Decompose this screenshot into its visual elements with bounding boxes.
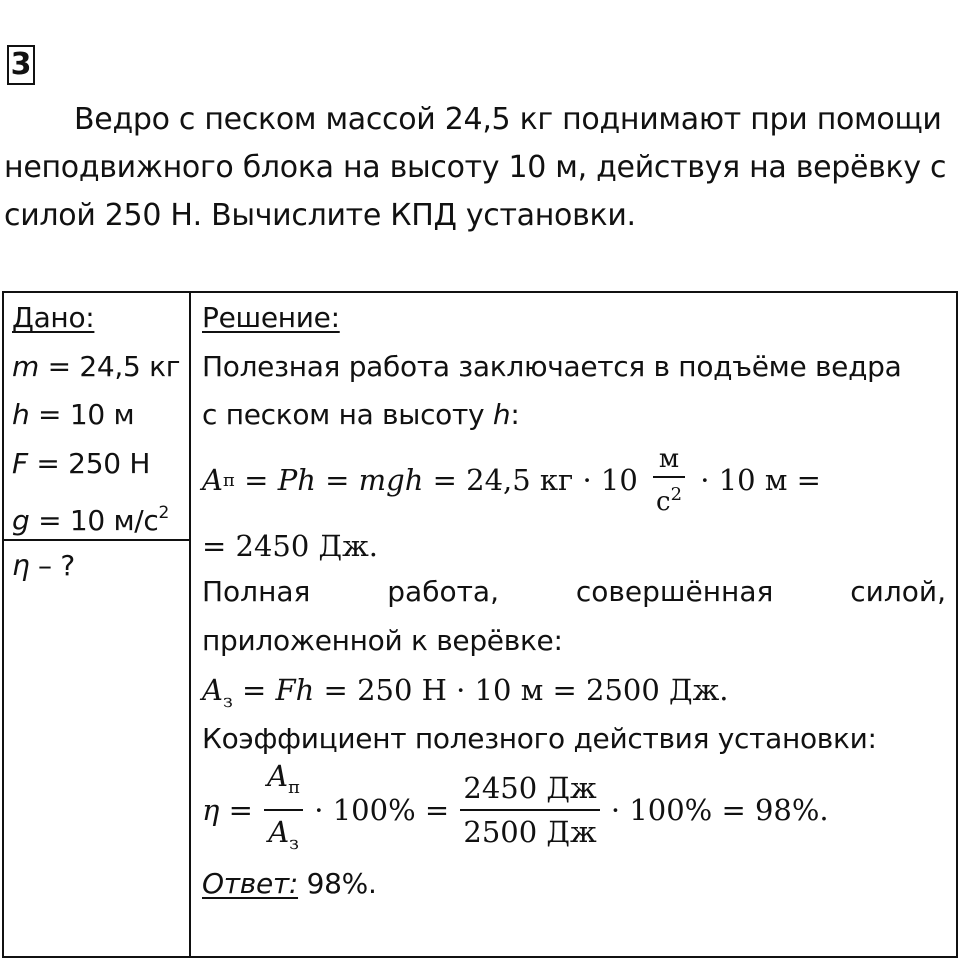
eq3-f1-den-base: A xyxy=(268,815,290,849)
equation-useful-work-result: = 2450 Дж. xyxy=(202,529,379,563)
solution-text-2b: приложенной к верёвке: xyxy=(202,624,563,657)
solution-text-1b xyxy=(202,391,519,439)
eq2-lhs-sub: з xyxy=(222,691,233,712)
table-bottom-border xyxy=(2,956,958,958)
eq3-f2-num: 2450 Дж xyxy=(460,769,599,811)
eq3-f1-num-sub: п xyxy=(288,777,301,798)
eq1-fraction xyxy=(653,444,685,517)
eq3-eq: = xyxy=(219,793,263,827)
given-force-value: = 250 Н xyxy=(27,447,151,480)
eq3-f1-num-base: A xyxy=(267,759,289,793)
eq3-fraction-numeric xyxy=(460,769,599,851)
text2-word-1: Полная xyxy=(202,575,311,608)
solution-text-2a xyxy=(202,568,946,616)
eq1-frac-den-base: с xyxy=(656,486,671,517)
equation-useful-work xyxy=(202,436,821,524)
given-height xyxy=(12,391,134,439)
solution-text-1b-var: h xyxy=(492,398,511,431)
eq3-eta: η xyxy=(202,793,220,827)
given-gravity xyxy=(12,489,169,545)
solution-text-1a: Полезная работа заключается в подъёме ведра xyxy=(202,350,902,383)
find-efficiency xyxy=(12,542,75,590)
eq1-frac-num: м xyxy=(653,444,685,478)
find-question: – ? xyxy=(29,549,75,582)
solution-text-1b-end: : xyxy=(510,398,520,431)
problem-line-1: Ведро с песком массой 24,5 кг поднимают при помощи xyxy=(74,102,942,137)
answer-label: Ответ: xyxy=(202,867,299,900)
eq3-f2-den: 2500 Дж xyxy=(463,815,597,849)
eq1-frac-den-sup: 2 xyxy=(670,483,683,505)
eq1-part1: = xyxy=(234,463,278,497)
eq2-fh: Fh xyxy=(275,673,315,707)
table-right-border xyxy=(956,291,958,958)
given-header: Дано: xyxy=(12,301,95,334)
table-top-border xyxy=(2,291,958,293)
eq3-end: · 100% = 98%. xyxy=(601,793,829,827)
eq1-part4: · 10 м = xyxy=(691,463,821,497)
given-force xyxy=(12,440,150,488)
text2-word-4: силой, xyxy=(850,575,946,608)
problem-line-2: неподвижного блока на высоту 10 м, действуя на верёвку с xyxy=(4,150,947,185)
table-column-divider xyxy=(189,291,191,958)
answer xyxy=(202,860,377,908)
eq3-f1-num xyxy=(264,757,303,811)
given-gravity-sup: 2 xyxy=(158,503,170,523)
eq1-lhs-sub: п xyxy=(222,469,235,491)
given-height-value: = 10 м xyxy=(29,398,135,431)
eq1-lhs: A xyxy=(202,463,223,497)
given-height-var: h xyxy=(12,398,30,431)
given-gravity-var: g xyxy=(12,504,30,537)
solution-text-3: Коэффициент полезного действия установки: xyxy=(202,722,877,755)
given-mass-value: = 24,5 кг xyxy=(38,350,181,383)
eq1-mgh: mgh xyxy=(358,463,424,497)
given-mass xyxy=(12,343,180,391)
solution-text-1b-start: с песком на высоту xyxy=(202,398,493,431)
answer-value: 98%. xyxy=(298,867,377,900)
given-mass-var: m xyxy=(12,350,39,383)
solution-header: Решение: xyxy=(202,301,340,334)
eq2-part2: = 250 Н · 10 м = 2500 Дж. xyxy=(314,673,729,707)
eq3-f1-den xyxy=(264,811,303,863)
eq1-part3: = 24,5 кг · 10 xyxy=(423,463,648,497)
given-force-var: F xyxy=(12,447,28,480)
table-left-border xyxy=(2,291,4,958)
problem-line-3: силой 250 Н. Вычислите КПД установки. xyxy=(4,198,636,233)
task-number: 3 xyxy=(7,45,35,85)
find-var: η xyxy=(12,549,30,582)
problem-statement xyxy=(4,96,954,240)
eq2-part1: = xyxy=(232,673,276,707)
eq1-frac-den xyxy=(653,478,685,517)
eq3-mid1: · 100% = xyxy=(305,793,459,827)
eq1-part2: = xyxy=(315,463,359,497)
eq3-f1-den-sub: з xyxy=(289,833,299,854)
given-gravity-value: = 10 м/с xyxy=(29,504,159,537)
text2-word-3: совершённая xyxy=(575,575,774,608)
text2-word-2: работа, xyxy=(387,575,499,608)
eq2-lhs: A xyxy=(202,673,223,707)
equation-efficiency xyxy=(202,760,829,860)
eq1-ph: Ph xyxy=(277,463,316,497)
eq3-fraction-symbolic xyxy=(264,757,303,863)
